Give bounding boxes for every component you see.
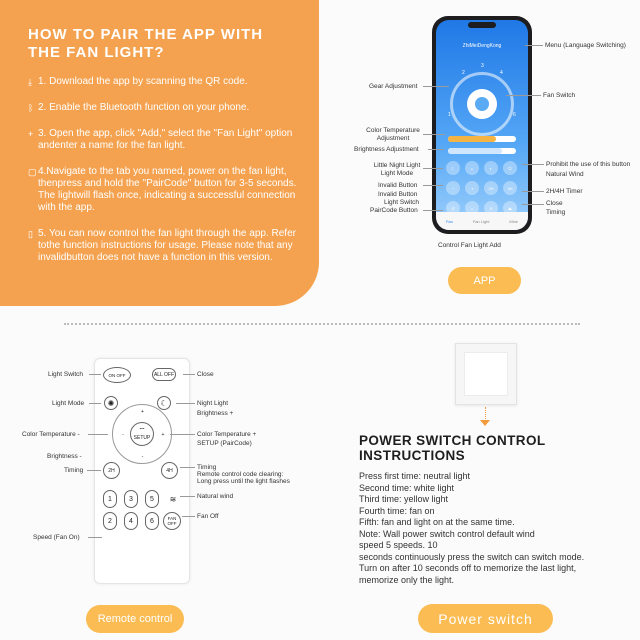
label-invalid-2: Invalid Button xyxy=(378,191,418,198)
night-light-button[interactable] xyxy=(157,396,171,410)
on-off-button[interactable]: ON OFF xyxy=(103,367,131,383)
label-light-switch: Light Switch xyxy=(384,199,420,206)
gear-number: 3 xyxy=(481,63,484,69)
tab-fan-light[interactable]: Fan Light xyxy=(472,218,490,224)
remote-control xyxy=(94,358,190,584)
label-natural-wind: Natural Wind xyxy=(546,171,584,178)
instruction-line: seconds continuously press the switch can switch mode. xyxy=(359,551,585,562)
label-gear: Gear Adjustment xyxy=(369,83,418,90)
bluetooth-icon: ᛒ xyxy=(28,103,34,113)
instruction-line: Turn on after 10 seconds off to memorize the last light, xyxy=(359,563,577,573)
speed-4-button[interactable]: 4 xyxy=(124,512,138,530)
color-temperature-slider[interactable] xyxy=(448,136,516,142)
all-off-button[interactable]: ALL OFF xyxy=(152,368,176,381)
label-line: Little Night Light xyxy=(373,162,421,169)
label-brightness-minus: Brightness - xyxy=(47,453,82,460)
label-color-temperature xyxy=(362,127,424,142)
speed-2-button[interactable]: 2 xyxy=(103,512,117,530)
leader-line xyxy=(88,434,108,435)
phone-mockup xyxy=(432,16,532,234)
label-night-light: Night Light xyxy=(197,400,229,407)
night-light-button[interactable]: ☾ xyxy=(446,161,460,175)
pairing-instructions-panel xyxy=(0,0,319,306)
label-natural-wind: Natural wind xyxy=(197,493,234,500)
pairing-title xyxy=(28,26,305,62)
invalid-button[interactable]: ◐ xyxy=(484,161,498,175)
control-cluster xyxy=(112,404,172,464)
leader-line xyxy=(180,496,195,497)
tab-mine[interactable]: Mine xyxy=(509,218,519,224)
label-close: Close xyxy=(546,200,563,207)
setup-label: SETUP xyxy=(133,435,151,441)
gear-number: 6 xyxy=(513,112,516,118)
step-text: 2. Enable the Bluetooth function on your phone. xyxy=(38,102,250,113)
label-light-mode: Light Mode xyxy=(52,400,85,407)
label-menu: Menu (Language Switching) xyxy=(545,42,626,49)
instruction-line: Second time: white light xyxy=(359,482,455,493)
extra-button[interactable]: ⏏ xyxy=(503,201,517,215)
label-line: Color Temperature xyxy=(366,127,420,134)
phone-notch xyxy=(468,22,496,28)
label-color-temp-minus: Color Temperature - xyxy=(22,431,80,438)
label-light-switch: Light Switch xyxy=(48,371,84,378)
switch-key xyxy=(464,352,508,396)
label-paircode: PairCode Button xyxy=(370,207,418,214)
brightness-minus-button[interactable] xyxy=(136,452,149,462)
close-timing-button[interactable]: ✕ xyxy=(484,201,498,215)
arrow-line xyxy=(485,407,486,421)
leader-line xyxy=(88,537,102,538)
brightness-minus-label: - xyxy=(141,454,144,460)
pairing-title-line2: THE FAN LIGHT? xyxy=(28,44,165,61)
leader-line xyxy=(428,149,444,150)
speed-5-button[interactable]: 5 xyxy=(145,490,159,508)
leader-line xyxy=(180,467,195,468)
label-timing-right: Timing xyxy=(197,464,217,471)
moon-icon: ☾ xyxy=(160,398,168,408)
instruction-line: memorize only the light. xyxy=(359,574,455,585)
prohibited-button[interactable]: ⏻ xyxy=(503,161,517,175)
brightness-plus-button[interactable] xyxy=(136,407,149,417)
label-brightness: Brightness Adjustment xyxy=(354,146,419,153)
brightness-slider[interactable] xyxy=(448,148,516,154)
power-switch-instructions xyxy=(359,471,615,586)
wall-power-switch xyxy=(455,343,517,405)
label-line: Adjustment xyxy=(376,134,410,142)
leader-line xyxy=(170,434,195,435)
app-name: ZhiMeiDengKong xyxy=(462,43,502,49)
step-text: 5. You can now control the fan light through the app. Refer tothe function instructions for usage. Please note that any invalidbutton does not have a function in this version. xyxy=(38,228,296,263)
leader-line xyxy=(423,86,449,87)
power-switch-title-line1: POWER SWITCH CONTROL xyxy=(359,433,546,448)
paircode-button[interactable]: ⌂ xyxy=(465,201,479,215)
remote-control-pill: Remote control xyxy=(86,605,184,633)
app-tab-bar xyxy=(436,212,528,230)
leader-line xyxy=(522,191,544,192)
leader-line xyxy=(89,403,101,404)
leader-line xyxy=(176,403,195,404)
natural-wind-button[interactable]: ◑ xyxy=(465,181,479,195)
wind-icon: ≋ xyxy=(169,494,177,504)
leader-line xyxy=(87,470,101,471)
leader-line xyxy=(183,374,195,375)
step-text: 3. Open the app, click "Add," select the "Fan Light" option andenter a name for the fan light. xyxy=(38,128,293,151)
timer-2h-button[interactable]: 2H xyxy=(484,181,498,195)
light-mode-button[interactable] xyxy=(104,396,118,410)
download-icon: ⤓ xyxy=(28,77,32,87)
step-download xyxy=(28,76,305,88)
color-temp-plus-label: + xyxy=(161,432,165,438)
label-color-temp-plus: Color Temperature + xyxy=(197,431,257,438)
label-control-text: Control xyxy=(438,242,459,249)
setup-button[interactable] xyxy=(130,422,154,446)
step-text: 4.Navigate to the tab you named, power on the fan light, thenpress and hold the "PairCode" button for 3-5 seconds. The lightwill flash once, indicating a successful connection with the app. xyxy=(38,166,297,213)
leader-line xyxy=(423,185,443,186)
color-temp-minus-button[interactable] xyxy=(117,429,129,441)
color-temp-minus-label: - xyxy=(122,432,124,438)
label-close: Close xyxy=(197,371,214,378)
label-speed: Speed (Fan On) xyxy=(33,534,80,541)
invalid-button[interactable]: ◔ xyxy=(446,181,460,195)
label-brightness-plus: Brightness + xyxy=(197,410,234,417)
label-fan-off: Fan Off xyxy=(197,513,219,520)
step-add xyxy=(28,128,305,152)
step-paircode xyxy=(28,166,305,214)
step-bluetooth xyxy=(28,102,305,114)
leader-line xyxy=(89,374,101,375)
label-line: Light Mode xyxy=(380,169,414,177)
power-switch-pill: Power switch xyxy=(418,604,553,633)
phone-icon: ▯ xyxy=(28,229,33,239)
leader-line xyxy=(423,168,443,169)
app-pill: APP xyxy=(448,267,521,294)
leader-line xyxy=(522,204,544,205)
label-invalid-1: Invalid Button xyxy=(378,182,418,189)
leader-line xyxy=(525,45,543,46)
pairing-title-line1: HOW TO PAIR THE APP WITH xyxy=(28,26,264,43)
gear-number: 1 xyxy=(448,112,451,118)
hand-press-icon: ▢ xyxy=(28,167,37,177)
label-control xyxy=(438,242,501,250)
leader-line xyxy=(506,95,541,96)
natural-wind-button[interactable] xyxy=(165,490,181,508)
add-icon: + xyxy=(28,129,34,139)
step-control xyxy=(28,228,305,264)
brightness-fill xyxy=(448,148,502,154)
speed-1-button[interactable]: 1 xyxy=(103,490,117,508)
color-temperature-fill xyxy=(448,136,496,142)
label-remote-code-2: Long press until the light flashes xyxy=(197,478,290,485)
label-night-light xyxy=(370,162,424,177)
instruction-line: Third time: yellow light xyxy=(359,494,449,504)
speed-3-button[interactable]: 3 xyxy=(124,490,138,508)
gear-number: 4 xyxy=(500,70,503,76)
label-timing: Timing xyxy=(546,209,566,216)
gear-number: 2 xyxy=(462,70,465,76)
label-timing-left: Timing xyxy=(64,467,84,474)
sun-icon: ✺ xyxy=(107,398,115,408)
leader-line xyxy=(182,516,195,517)
label-prohibit: Prohibit the use of this button xyxy=(546,161,631,168)
timer-4h-button[interactable]: 4H xyxy=(161,462,178,479)
down-arrow-icon xyxy=(480,420,490,426)
light-switch-button[interactable]: ↺ xyxy=(446,201,460,215)
section-divider xyxy=(64,323,580,325)
speed-6-button[interactable]: 6 xyxy=(145,512,159,530)
light-mode-button[interactable]: ☼ xyxy=(465,161,479,175)
app-button-grid xyxy=(446,161,520,215)
label-fan-switch: Fan Switch xyxy=(543,92,576,99)
fan-dial[interactable] xyxy=(450,72,514,136)
color-temp-plus-button[interactable] xyxy=(157,429,169,441)
fan-switch-button[interactable] xyxy=(467,89,497,119)
power-switch-title xyxy=(359,433,559,463)
instruction-line: Fifth: fan and light on at the same time. xyxy=(359,517,515,527)
instruction-line: Fourth time: fan on xyxy=(359,505,435,516)
instruction-line: Note: Wall power switch control default wind xyxy=(359,528,535,539)
tab-fan[interactable]: Fan xyxy=(445,218,453,224)
instruction-line: speed 5 speeds. 10 xyxy=(359,540,438,550)
label-timer: 2H/4H Timer xyxy=(546,188,583,195)
wifi-icon: ⌔ xyxy=(138,426,146,435)
leader-line xyxy=(423,210,443,211)
pairing-steps xyxy=(28,76,305,264)
timer-2h-button[interactable]: 2H xyxy=(103,462,120,479)
brightness-plus-label: + xyxy=(141,409,144,415)
label-setup-paircode: SETUP (PairCode) xyxy=(197,440,252,447)
leader-line xyxy=(522,164,544,165)
label-remote-code-1: Remote control code clearing: xyxy=(197,471,284,478)
fan-off-button[interactable]: FAN OFF xyxy=(163,512,181,530)
timer-4h-button[interactable]: 4H xyxy=(503,181,517,195)
app-screen xyxy=(436,20,528,230)
label-fan-light-add: Fan Light Add xyxy=(460,242,501,249)
instruction-line: Press first time: neutral light xyxy=(359,471,471,481)
step-text: 1. Download the app by scanning the QR code. xyxy=(38,76,248,87)
power-switch-title-line2: INSTRUCTIONS xyxy=(359,448,466,463)
leader-line xyxy=(423,134,445,135)
